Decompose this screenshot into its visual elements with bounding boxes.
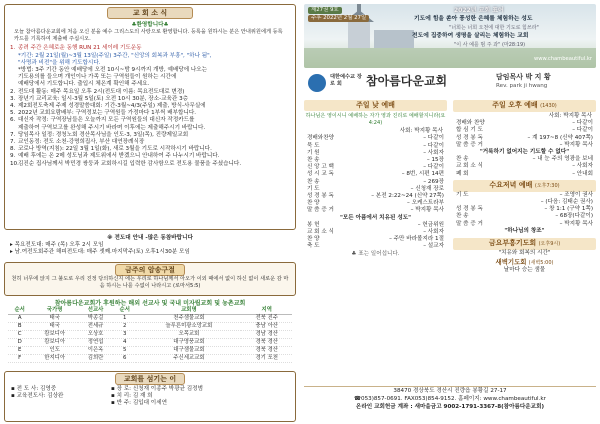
news-item (10, 153, 290, 160)
order-value: – (다음: 김태순 권사) (540, 199, 593, 206)
order-row (307, 207, 444, 214)
missions-cell: 대구영풍교회 (136, 339, 241, 347)
news-text: 예배당에서 기도합니다. 출입시 체온계 확인해 주세요. (18, 81, 150, 88)
order-value: – 사회자 (572, 163, 593, 170)
wed-title: 수요저녁 예배 (489, 180, 533, 189)
news-text: *기간: 2월 21일(월)~3월 13일(주일) 3주간, "신앙의 회복과 부흥", "하나 됨", (18, 52, 212, 59)
order-label: 기 원 (307, 149, 320, 156)
news-number: 8. (10, 146, 16, 153)
news-number: 3. (10, 95, 16, 102)
banner-line2: 전도에 집중하여 생명을 살리는 체험하는 교회 (412, 33, 529, 39)
missions-cell: 3 (113, 331, 136, 339)
missions-box (4, 300, 296, 368)
order-value: – 다같이 (423, 164, 444, 171)
wed-sermon: "하나님의 창조" (504, 227, 545, 234)
order-label: 찬 송 (307, 178, 320, 185)
order-value: – 다같이 (572, 127, 593, 134)
order-value: – 박지황 목사 (559, 220, 593, 227)
memory-text: 천히 너무에 앉지 그 불도로 우리 진정 당의하신지 에는 우리로 하나님께서 아오가 이외 때에서 없이 하신 없이 새로운 감 마음 하시는 나를 수없이 나라시고 (로마서5:5) (11, 276, 289, 289)
church-denomination: 대한예수교 장 로 회 (330, 74, 362, 87)
church-name: 참아름다운교회 (366, 74, 448, 88)
missions-cell: 한지디아 (31, 355, 78, 363)
missions-row (8, 331, 292, 339)
missions-cell: 캄보디아 (31, 331, 78, 339)
order-label: 경배와찬양 (307, 135, 335, 142)
issue-date: 주후 2022년 2월 27일 (308, 15, 369, 22)
order-label: 성 경 봉 독 (456, 134, 483, 141)
dawn-title: 새벽기도회 (495, 258, 527, 267)
order-label: 폐 회 (456, 170, 469, 177)
missions-cell: B (8, 323, 31, 331)
order-value: – 다같이 (572, 120, 593, 127)
order-value: – 본전 2:22~24 (신약 27쪽) (371, 193, 444, 200)
welcome-text: 오늘 참아름다운교회에 처음 오신 분을 예수 그리스도의 사랑으로 환영합니다. 등록을 원하시는 분은 안내위원에게 등록카드를 기록하여 제출해 주십시오. (14, 29, 283, 42)
servant-row: ▪ 교육전도사: 김상완 (11, 393, 64, 400)
order-label: 찬 송 (456, 213, 469, 220)
news-text: 전도대 활동: 매주 목요일 오후 2시(전도대 이름: 목요전도대로 변경) (18, 88, 185, 95)
order-value: – 다같이 (423, 135, 444, 142)
missions-header-cell: 순서 (8, 307, 31, 315)
servant-row: ▪ 전 도 사: 김영중 (11, 386, 57, 392)
news-item (10, 89, 290, 96)
outreach-item: ▸ 남.여전도회주관 해피전도대: 매주 셋째.마지막주(토) 오후1시30분 모임 (10, 249, 190, 256)
news-item (10, 132, 290, 139)
missions-row (8, 355, 292, 363)
order-label: 성 경 봉 독 (307, 193, 334, 200)
news-title: 교 회 소 식 (107, 7, 193, 19)
news-item (10, 125, 290, 132)
order-value: – 박지황 목사 (410, 207, 444, 214)
morning-sermon: "모든 아픔에서 치유된 성도" (339, 214, 412, 221)
missions-cell: 캄보디아 (31, 339, 78, 347)
left-panel (4, 4, 296, 422)
news-item (10, 60, 290, 67)
order-label: 신 앙 고 백 (307, 164, 334, 171)
missions-title: 참아름다운교회가 후원하는 해외 선교사 및 국내 미자립교회 및 농촌교회 (54, 300, 246, 307)
order-value: – 주만 바라볼지라 1절 (389, 236, 444, 243)
news-text: 대신자 작정: 구역장님들은 오늘까지 모든 구역원들의 대신자 작정카드를 (18, 117, 195, 124)
order-label: 묵 도 (307, 142, 320, 149)
dawn-time: (새벽5:00) (528, 260, 554, 267)
missions-header-cell: 순서 (113, 307, 136, 315)
news-number: 2. (10, 88, 16, 95)
order-label: 말 씀 증 거 (456, 220, 483, 227)
servant-row: ▪ 장 로: 신청재 이종주 박광균 김정범 (111, 386, 203, 392)
news-text: 종려 주간 은혜로운 동행 RUN 21 세이레 기도운동 (18, 45, 142, 52)
banner-url: www.chambeautiful.kr (533, 56, 592, 62)
other-worship (453, 100, 596, 275)
fri-time: (오후9시) (538, 241, 561, 248)
news-text: "사명과 비전"을 위해 기도합시다. (18, 59, 101, 66)
order-value: – 269장 (423, 178, 444, 185)
missions-cell: 천주샘물교회 (136, 315, 241, 323)
order-value: – 다같이 (423, 142, 444, 149)
order-value: – 신청재 장로 (410, 185, 444, 192)
order-row (456, 142, 593, 149)
missions-cell: 전북 진주 (241, 315, 292, 323)
missions-cell: C (8, 331, 31, 339)
news-item (10, 53, 290, 60)
news-number: 4. (10, 103, 16, 110)
order-label: 경배와 찬양 (456, 120, 485, 127)
servant-row: ▪ 반 주: 김입대 이세연 (111, 400, 168, 407)
order-value: – 계 197~8 (신약 407쪽) (527, 134, 593, 141)
news-text: 장년기 교리교육: 일시-3월 5일(토) 오전 10시 30분, 장소-교육관 3층 (18, 95, 189, 102)
order-row (456, 163, 593, 170)
news-text: 교인동정: 전도 소천-강명희집사, 부산 대연장례식장 (18, 139, 145, 146)
fri-header (453, 238, 596, 250)
order-value: – 설교자 (423, 243, 444, 250)
order-row (456, 221, 593, 228)
missions-row (8, 347, 292, 355)
missions-header-cell: 선교사 (78, 307, 113, 315)
order-row (307, 243, 444, 250)
footer-address: 38470 경상북도 경산시 진량읍 봉황길 27-17 (393, 388, 507, 394)
missions-header-cell: 교회명 (136, 307, 241, 315)
order-label: 기 도 (307, 185, 320, 192)
order-row (456, 192, 593, 199)
news-text: 제출하여 구역보고를 완성해 주시기 바라며 이후에는 제출해주시기 바랍니다. (18, 124, 206, 131)
news-text: 김진순 집사님께서 박민경 쌍둥과 교회하시길 입력한 감사함으로 전도용 물품을 주셨습니다. (18, 160, 242, 167)
news-number: 9. (10, 153, 16, 160)
morning-worship (304, 100, 447, 258)
servants-title: 교회를 섬기는 이 (115, 373, 185, 385)
news-item (10, 161, 290, 168)
order-value: – 박지황 목사 (559, 141, 593, 148)
banner-motto: 기도에 힘을 쏟아 풍성한 은혜를 체험하는 성도 (414, 16, 533, 22)
morning-leader: 사회: 박지황 목사 (399, 128, 443, 135)
news-item (10, 45, 290, 52)
order-value: – 15장 (426, 157, 444, 163)
missions-cell: 4 (113, 339, 136, 347)
news-text: 기도용의를 들으며 개인이나 가족 또는 구역원들이 원하는 시간에 (18, 74, 177, 81)
order-value: – 사회자 (423, 149, 444, 156)
missions-cell: 경기 포천 (241, 355, 292, 363)
news-text: 2022년 교회요람배부: 구역정보는 구역원들 가정마다 1부씩 배부합니다. (18, 110, 197, 117)
issue-number: 제27권 9호 (308, 7, 342, 14)
news-text: 코로나 방역(지침): 22일 3월 1일(화), 새로 3월을 기도로 시작하시기 바랍니다. (18, 146, 212, 153)
night-header (453, 100, 596, 112)
order-label: 말 씀 증 거 (456, 141, 483, 148)
missions-cell: 태국 (31, 323, 78, 331)
news-item (10, 117, 290, 124)
missions-cell: 충남 아산 (241, 323, 292, 331)
order-label: 찬 양 (307, 200, 320, 207)
order-label: 기 도 (456, 191, 469, 198)
church-logo-icon (308, 74, 326, 92)
night-sermon: "거룩하기 없어지는 기도할 수 없다" (479, 149, 570, 156)
order-row (307, 135, 444, 142)
order-value: – 안내회 (572, 170, 593, 177)
order-value: – 사회자 (423, 229, 444, 236)
missions-cell: 대구샘물교회 (136, 347, 241, 355)
order-label: 교 회 소 식 (307, 229, 334, 236)
morning-title: 주일 낮 예배 (304, 100, 447, 111)
missions-cell: 경북 경산 (241, 347, 292, 355)
news-list (10, 45, 290, 167)
order-label: 말 씀 증 거 (307, 207, 334, 214)
news-text: 예배 후에는 온 2메 성도님과 제도위에서 받겠으니 안내하여 주 나누시기 바랍니다. (18, 153, 220, 160)
missions-cell: 김희란 (78, 355, 113, 363)
missions-cell: 주신세교교회 (136, 355, 241, 363)
news-text: *방법: 3주 기간 동안 예배당에 오전 10시~밤 9시까지 개방, 예배당에 나오는 (18, 67, 208, 73)
order-row (307, 186, 444, 193)
morning-note: ♣ 표는 일어섭니다. (351, 250, 400, 257)
missions-cell: 2 (113, 323, 136, 331)
news-item (10, 96, 290, 103)
order-label: 찬 양 (307, 236, 320, 243)
missions-cell: A (8, 315, 31, 323)
missions-table (8, 307, 292, 363)
order-row (307, 171, 444, 178)
motto-banner (304, 4, 596, 68)
missions-cell: 1 (113, 315, 136, 323)
servants-box (4, 371, 296, 422)
news-text: 당임목사 일정: 경청노회 경산목사님을 인도-3, 3일(목), 진량제일교회 (18, 131, 189, 138)
missions-cell: 박종걸 (78, 315, 113, 323)
night-title: 주일 오후 예배 (492, 101, 538, 109)
order-label: 찬 송 (307, 157, 320, 163)
welcome-title: ♣환영합니다♣ (131, 22, 169, 28)
pastor-title: 담임목사 박 지 황 (496, 73, 551, 81)
memory-title: 금주의 암송구절 (115, 264, 185, 276)
order-value: – 헌금위원 (417, 221, 444, 228)
missions-cell: 전세규 (78, 323, 113, 331)
order-value: – 68장(다같이) (555, 213, 593, 220)
order-value: – 내 눈 주의 영광을 보네 (532, 156, 593, 163)
missions-cell: 경남 경산 (241, 331, 292, 339)
order-label: 축 도 (307, 243, 320, 250)
banner-verse: "너희는 너희 오천에 대한 기도로 힘쓰라" (449, 25, 539, 31)
missions-row (8, 315, 292, 323)
order-value: – 창 1:1 (구약 1쪽) (544, 206, 593, 213)
outreach-box (4, 233, 296, 259)
news-number: 6. (10, 117, 16, 124)
wed-header (453, 180, 596, 192)
missions-cell: 인도 (31, 347, 78, 355)
missions-cell: D (8, 339, 31, 347)
order-label: 합 심 기 도 (456, 127, 483, 134)
missions-cell: 오목교회 (136, 331, 241, 339)
dawn-sermon: 날마다 승는 샘물 (503, 267, 546, 274)
fri-title: 금요부흥기도회 (488, 239, 537, 248)
order-label: 성 경 봉 독 (456, 206, 483, 213)
missions-cell: 이은옥 (78, 347, 113, 355)
news-number: 7. (10, 131, 16, 138)
missions-cell: 경북 경산 (241, 339, 292, 347)
banner-year: 2022년 교회 표어 (454, 7, 504, 14)
missions-cell: E (8, 347, 31, 355)
fri-sermon: "치유와 회복의 시간" (498, 250, 551, 257)
missions-cell: 늘푸른미광소망교회 (136, 323, 241, 331)
news-number: 7. (10, 139, 16, 146)
missions-cell: F (8, 355, 31, 363)
news-box (4, 4, 296, 230)
missions-row (8, 339, 292, 347)
memory-box (4, 262, 296, 296)
missions-row (8, 323, 292, 331)
right-panel (304, 4, 596, 422)
footer-account: 온라인 교회헌금 계좌 : 새마을금고 9002-1791-3367-8(참아름다운교회) (355, 404, 545, 410)
order-label: 교 회 소 식 (456, 163, 483, 170)
order-value: – 오케스트라부 (407, 200, 444, 207)
order-row (456, 171, 593, 178)
footer-phone: ☎053)857-0691. FAX053)854-9152. 홈페이지: www.chambeautiful.kr (354, 396, 546, 402)
pastor-english: Rev. park ji hwang (496, 83, 548, 89)
order-row (307, 222, 444, 229)
outreach-item: ▸ 목요전도대: 매주 (목) 오후 2시 모임 (10, 242, 104, 249)
night-time: (1430) (540, 103, 557, 109)
order-label: 성 시 교 독 (307, 171, 334, 178)
missions-cell: 6 (113, 355, 136, 363)
missions-cell: 5 (113, 347, 136, 355)
footer (304, 386, 596, 420)
servant-row: ▪ 치 리: 김 재 희 (111, 393, 153, 400)
news-number: 1. (10, 45, 16, 52)
outreach-title: ※ 전도대 안내 -많은 동참바랍니다 (107, 235, 193, 241)
news-number: 5. (10, 110, 16, 117)
morning-verse: 하나님은 영이시니 예배하는 자가 영과 진리로 예배할지니라(요4:24) (305, 113, 446, 126)
missions-cell: 오상호 (78, 331, 113, 339)
banner-verse2: "이 사 예를 범 주 과" (마28:19) (454, 42, 526, 48)
order-row (307, 143, 444, 150)
order-label: 찬 송 (456, 156, 469, 163)
night-leader: 사회: 박지황 목사 (548, 113, 592, 119)
news-text: 제2회전도축제 주제 성경말씀대회: 기간-3월~4/3(주일) 제출, 방식-사무실에 (18, 103, 206, 110)
order-value: – 8번, 시편 14편 (401, 171, 444, 178)
missions-cell: 정연섭 (78, 339, 113, 347)
wed-time: (오후7:30) (534, 182, 560, 189)
missions-header-cell: 지역 (241, 307, 292, 315)
order-row (456, 135, 593, 142)
news-number: 10. (10, 160, 19, 167)
missions-header-cell: 국가명 (31, 307, 78, 315)
order-value: – 조영이 권사 (559, 191, 593, 198)
order-row (456, 213, 593, 220)
order-row (456, 127, 593, 134)
missions-cell: 태국 (31, 315, 78, 323)
order-row (307, 179, 444, 186)
order-label: 봉 헌 (307, 221, 320, 228)
order-row (307, 150, 444, 157)
news-item (10, 81, 290, 88)
